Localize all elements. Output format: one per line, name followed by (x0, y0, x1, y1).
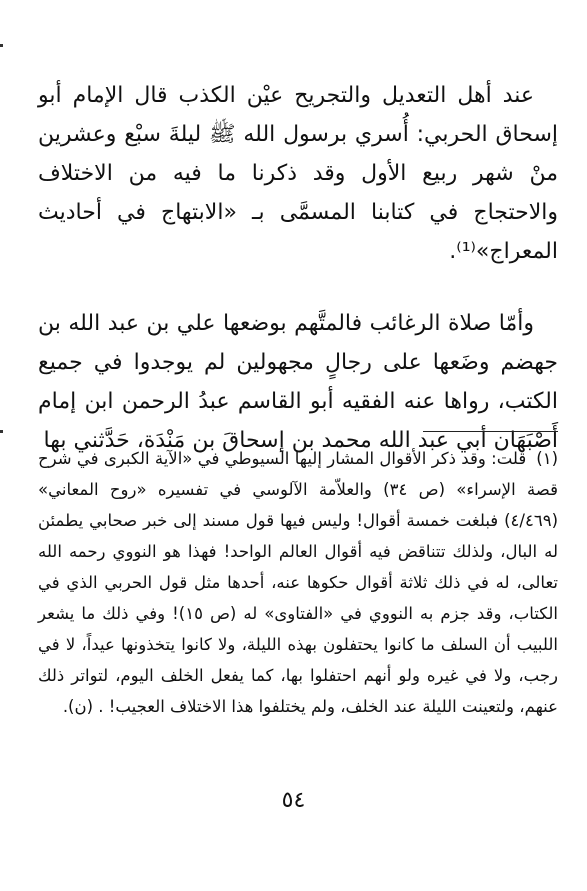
paragraph-gap (38, 271, 558, 304)
paragraph-1-line-2: الحربي: أُسري برسول الله ﷺ ليلةَ سبْع وعشرين منْ شهر (38, 122, 558, 186)
paragraph-2-line-2: جهضم وضَعها على رجالٍ مجهولين لم يوجدوا في جميع (38, 350, 558, 375)
paragraph-2 (38, 304, 558, 460)
footnote (38, 443, 558, 722)
paragraph-1-line-3: ربيع الأول وقد ذكرنا ما فيه من الاختلاف والاحتجاج في كتابنا (38, 161, 558, 225)
page-edge-mark-top (0, 44, 3, 47)
main-text (38, 76, 558, 460)
paragraph-1-line-1: عند أهل التعديل والتجريح عيْن الكذب قال الإمام أبو إسحاق (38, 83, 558, 147)
paragraph-1 (38, 76, 558, 271)
footnote-text: قلت: وقد ذكر الأقوال المشار إليها السيوطي في «الآية الكبرى في شرح قصة الإسراء» (ص ٣٤) والعلاّمة الآلوسي في تفسيره «روح المعاني» (٤/٤٦٩) فبلغت خمسة أقوال! وليس فيها قول مسند إلى خبر صحابي يطمئن له البال، ولذلك تتناقض فيه أقوال العالم الواحد! فهذا هو النووي رحمه الله تعالى، له في ذلك ثلاثة أقوال حكوها عنه، أحدها مثل قول الحربي الذي في الكتاب، وقد جزم به النووي في «الفتاوى» له (ص ١٥)! وفي ذلك ما يشعر اللبيب أن السلف ما كانوا يحتفلون بهذه الليلة، ولا كانوا يتخذونها عيداً، لا في رجب، ولا في غيره ولو أنهم احتفلوا بها، كما يفعل الخلف اليوم، لتواتر ذلك عنهم، ولتعينت الليلة عند الخلف، ولم يختلفوا هذا الاختلاف العجيب! . (ن). (38, 449, 559, 716)
footnote-marker: (١) (536, 449, 558, 468)
paragraph-1-line-4: المسمَّى بـ «الابتهاج في أحاديث المعراج»⁽¹⁾. (38, 200, 558, 264)
footnote-separator (423, 431, 558, 432)
page-edge-mark-middle (0, 430, 3, 433)
page-number: ٥٤ (281, 788, 306, 813)
paragraph-2-line-4: أَصْبَهَان أبي عبد الله محمد بن إسحاقَ بن مَنْدَة، حَدَّثني بها (43, 428, 558, 453)
paragraph-2-line-3: الكتب، رواها عنه الفقيه أبو القاسم عبدُ الرحمن ابن إمام (38, 389, 558, 414)
paragraph-2-line-1: وأمّا صلاة الرغائب فالمتَّهم بوضعها علي بن عبد الله بن (38, 311, 534, 336)
